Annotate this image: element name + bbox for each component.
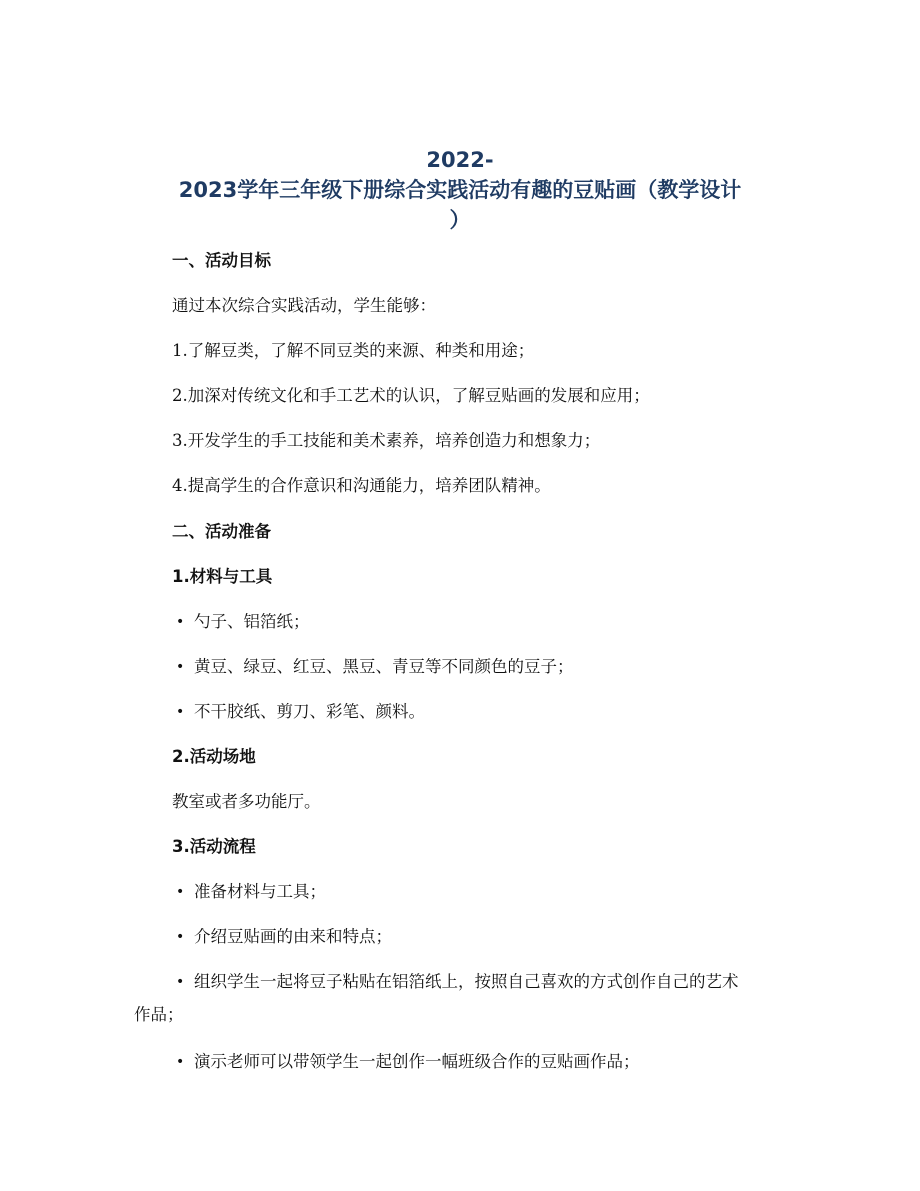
process-bullet-4 xyxy=(176,1050,640,1074)
document-title-line-1: 2022- xyxy=(426,148,494,172)
subheading-materials: 1.材料与工具 xyxy=(172,567,273,586)
venue-text: 教室或者多功能厅。 xyxy=(172,792,321,811)
process-bullet-3-continuation: 作品； xyxy=(134,1005,184,1024)
bullet-icon: • xyxy=(176,884,185,900)
bullet-icon: • xyxy=(176,614,185,630)
materials-bullet-1 xyxy=(176,610,310,634)
section-heading-goals: 一、活动目标 xyxy=(172,251,271,270)
process-bullet-2 xyxy=(176,925,392,949)
process-bullet-text-2: 介绍豆贴画的由来和特点； xyxy=(194,927,392,946)
document-title-line-2: 2023学年三年级下册综合实践活动有趣的豆贴画（教学设计 xyxy=(178,178,742,202)
section-heading-preparation: 二、活动准备 xyxy=(172,522,271,541)
bullet-icon: • xyxy=(176,974,185,990)
subheading-venue: 2.活动场地 xyxy=(172,747,256,766)
goal-item-1: 1.了解豆类，了解不同豆类的来源、种类和用途； xyxy=(172,341,535,360)
materials-bullet-2 xyxy=(176,655,574,679)
materials-bullet-text-1: 勺子、铝箔纸； xyxy=(194,612,310,631)
materials-bullet-3 xyxy=(176,700,425,724)
process-bullet-text-1: 准备材料与工具； xyxy=(194,882,326,901)
process-bullet-1 xyxy=(176,880,326,904)
goal-item-3: 3.开发学生的手工技能和美术素养，培养创造力和想象力； xyxy=(172,431,601,450)
bullet-icon: • xyxy=(176,1054,185,1070)
goal-item-2: 2.加深对传统文化和手工艺术的认识，了解豆贴画的发展和应用； xyxy=(172,386,650,405)
goals-intro: 通过本次综合实践活动，学生能够： xyxy=(172,296,436,315)
goal-item-4: 4.提高学生的合作意识和沟通能力，培养团队精神。 xyxy=(172,476,551,495)
process-bullet-3 xyxy=(176,970,739,994)
materials-bullet-text-2: 黄豆、绿豆、红豆、黑豆、青豆等不同颜色的豆子； xyxy=(194,657,574,676)
bullet-icon: • xyxy=(176,929,185,945)
document-title-line-3: ） xyxy=(449,208,471,232)
bullet-icon: • xyxy=(176,659,185,675)
bullet-icon: • xyxy=(176,704,185,720)
subheading-process: 3.活动流程 xyxy=(172,837,256,856)
process-bullet-text-3: 组织学生一起将豆子粘贴在铝箔纸上，按照自己喜欢的方式创作自己的艺术 xyxy=(194,972,739,991)
process-bullet-text-4: 演示老师可以带领学生一起创作一幅班级合作的豆贴画作品； xyxy=(194,1052,640,1071)
materials-bullet-text-3: 不干胶纸、剪刀、彩笔、颜料。 xyxy=(194,702,425,721)
